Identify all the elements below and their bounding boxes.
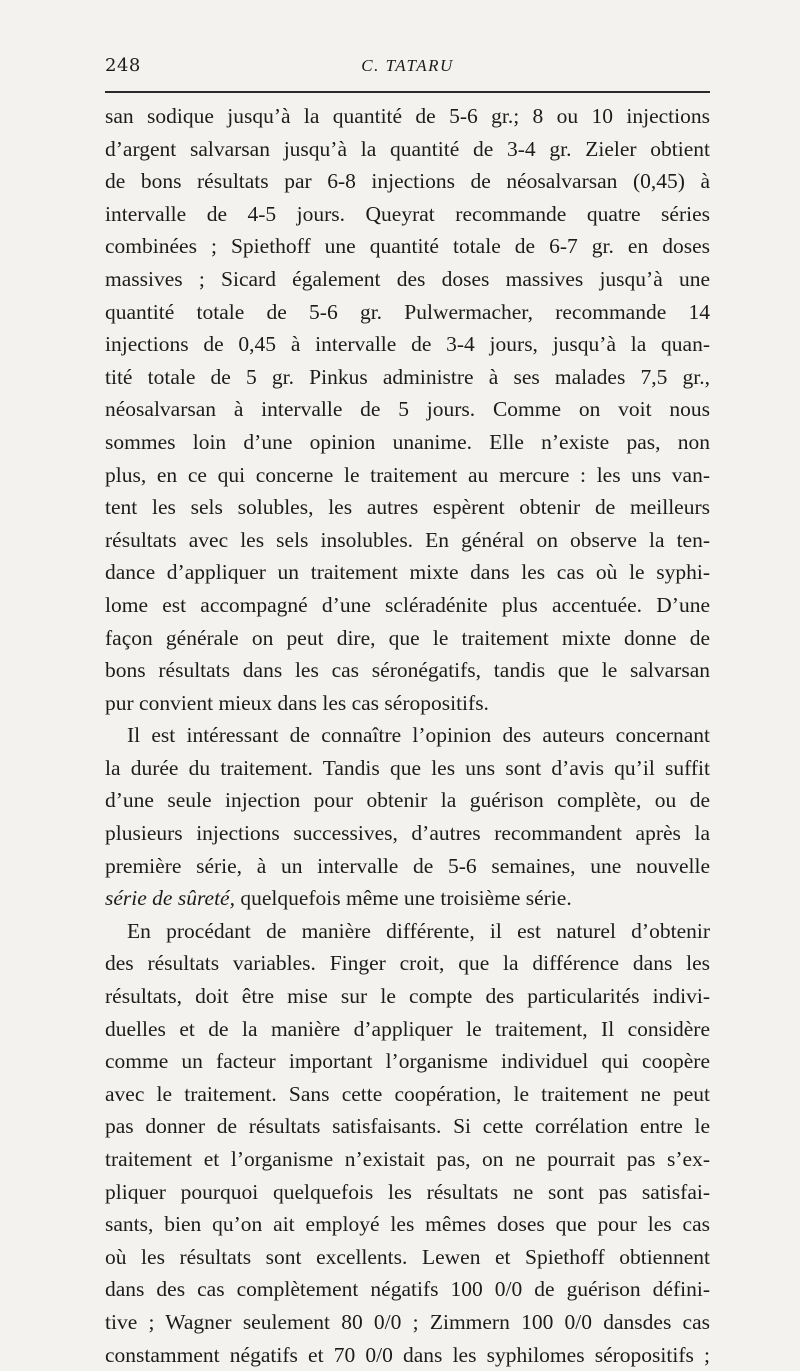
text-line: façon générale on peut dire, que le traitement mixte donne de [105,625,710,650]
paragraph-start-line: En procédant de manière différente, il est naturel d’obtenir [127,918,710,943]
text-line: duelles et de la manière d’appliquer le traitement, Il considère [105,1016,710,1041]
text-line: où les résultats sont excellents. Lewen et Spiethoff obtiennent [105,1244,710,1269]
page-number: 248 [105,55,141,76]
italic-phrase: série de sûreté, [105,886,235,911]
text-line: intervalle de 4-5 jours. Queyrat recommande quatre séries [105,201,710,226]
header-rule [105,91,710,93]
running-head: C. TATARU [361,56,454,75]
text-line: comme un facteur important l’organisme individuel qui coopère [105,1049,710,1074]
text-line: plus, en ce qui concerne le traitement au mercure : les uns van- [105,462,710,487]
page-header [105,55,710,85]
text-line: des résultats variables. Finger croit, que la différence dans les [105,951,710,976]
text-line: la durée du traitement. Tandis que les uns sont d’avis qu’il suffit [105,755,710,780]
text-line: d’argent salvarsan jusqu’à la quantité de 3-4 gr. Zieler obtient [105,136,710,161]
text-line: plusieurs injections successives, d’autres recommandent après la [105,821,710,846]
text-line: dance d’appliquer un traitement mixte dans les cas où le syphi- [105,560,710,585]
text-line-with-italic [105,882,710,915]
paragraph-start-line: Il est intéressant de connaître l’opinion des auteurs concernant [127,723,710,748]
text-line: avec le traitement. Sans cette coopération, le traitement ne peut [105,1081,710,1106]
text-line: pliquer pourquoi quelquefois les résultats ne sont pas satisfai- [105,1179,710,1204]
text-line: dans des cas complètement négatifs 100 0/0 de guérison défini- [105,1277,710,1302]
text-line: san sodique jusqu’à la quantité de 5-6 gr.; 8 ou 10 injections [105,104,710,128]
text-line: quantité totale de 5-6 gr. Pulwermacher, recommande 14 [105,299,710,324]
text-line: constamment négatifs et 70 0/0 dans les syphilomes séropositifs ; [105,1342,710,1367]
text-line: traitement et l’organisme n’existait pas, on ne pourrait pas s’ex- [105,1147,710,1171]
text-line: pas donner de résultats satisfaisants. Si cette corrélation entre le [105,1114,710,1139]
text-line: lome est accompagné d’une scléradénite plus accentuée. D’une [105,592,710,617]
text-line: injections de 0,45 à intervalle de 3-4 jours, jusqu’à la quan- [105,332,710,357]
text-line: massives ; Sicard également des doses massives jusqu’à une [105,266,710,291]
text-line: pur convient mieux dans les cas séropositifs. [105,690,489,715]
text-line: résultats avec les sels insolubles. En général on observe la ten- [105,527,710,552]
text-line: première série, à un intervalle de 5-6 semaines, une nouvelle [105,853,710,878]
body-text [105,100,710,1371]
text-line: de bons résultats par 6-8 injections de néosalvarsan (0,45) à [105,169,710,194]
text-line: néosalvarsan à intervalle de 5 jours. Comme on voit nous [105,397,710,422]
text-line: bons résultats dans les cas séronégatifs, tandis que le salvarsan [105,658,710,683]
text-line: sommes loin d’une opinion unanime. Elle n’existe pas, non [105,429,710,454]
text-line: tent les sels solubles, les autres espèrent obtenir de meilleurs [105,495,710,520]
text-line: tité totale de 5 gr. Pinkus administre à ses malades 7,5 gr., [105,364,710,389]
text-line: tive ; Wagner seulement 80 0/0 ; Zimmern 100 0/0 dansdes cas [105,1309,710,1334]
text-line-rest: quelquefois même une troisième série. [240,886,572,911]
text-line: sants, bien qu’on ait employé les mêmes doses que pour les cas [105,1212,710,1237]
text-line: combinées ; Spiethoff une quantité totale de 6-7 gr. en doses [105,234,710,259]
text-line: d’une seule injection pour obtenir la guérison complète, ou de [105,788,710,813]
text-line: résultats, doit être mise sur le compte des particularités indivi- [105,984,710,1009]
